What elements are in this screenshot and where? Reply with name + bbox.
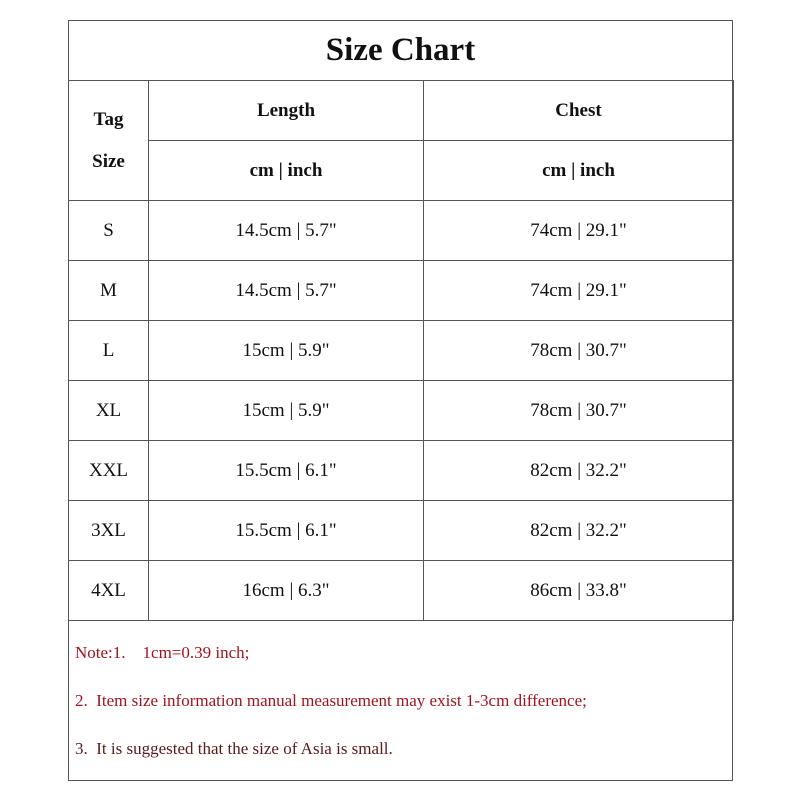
- table-row: [69, 381, 734, 441]
- notes: [75, 629, 587, 773]
- size-cell: 3XL: [69, 501, 149, 561]
- length-cell: 16cm | 6.3": [149, 561, 424, 621]
- length-cell: 15cm | 5.9": [149, 381, 424, 441]
- length-cell: 15.5cm | 6.1": [149, 501, 424, 561]
- table-row: [69, 501, 734, 561]
- units-row: [69, 141, 734, 201]
- length-cell: 14.5cm | 5.7": [149, 201, 424, 261]
- table-row: [69, 441, 734, 501]
- note-1: Note:1. 1cm=0.39 inch;: [75, 643, 250, 662]
- size-cell: XL: [69, 381, 149, 441]
- note-2: 2. Item size information manual measurement may exist 1-3cm difference;: [75, 691, 587, 710]
- size-cell: S: [69, 201, 149, 261]
- chest-units: cm | inch: [424, 141, 734, 201]
- chest-cell: 78cm | 30.7": [424, 321, 734, 381]
- size-table: [68, 80, 734, 621]
- length-cell: 15cm | 5.9": [149, 321, 424, 381]
- size-cell: 4XL: [69, 561, 149, 621]
- table-row: [69, 261, 734, 321]
- chart-title: Size Chart: [69, 21, 732, 81]
- chest-cell: 86cm | 33.8": [424, 561, 734, 621]
- length-cell: 14.5cm | 5.7": [149, 261, 424, 321]
- chest-cell: 78cm | 30.7": [424, 381, 734, 441]
- size-cell: M: [69, 261, 149, 321]
- note-3: 3. It is suggested that the size of Asia is small.: [75, 739, 393, 758]
- size-cell: XXL: [69, 441, 149, 501]
- chest-header: Chest: [424, 81, 734, 141]
- tag-size-header: [69, 81, 149, 201]
- header-row: [69, 81, 734, 141]
- chest-cell: 74cm | 29.1": [424, 201, 734, 261]
- chest-cell: 82cm | 32.2": [424, 501, 734, 561]
- chest-cell: 82cm | 32.2": [424, 441, 734, 501]
- table-row: [69, 201, 734, 261]
- table-row: [69, 561, 734, 621]
- size-cell: L: [69, 321, 149, 381]
- table-row: [69, 321, 734, 381]
- size-label: Size: [92, 150, 125, 172]
- tag-label: Tag: [93, 108, 124, 130]
- length-cell: 15.5cm | 6.1": [149, 441, 424, 501]
- length-header: Length: [149, 81, 424, 141]
- chest-cell: 74cm | 29.1": [424, 261, 734, 321]
- length-units: cm | inch: [149, 141, 424, 201]
- size-chart: [68, 20, 733, 781]
